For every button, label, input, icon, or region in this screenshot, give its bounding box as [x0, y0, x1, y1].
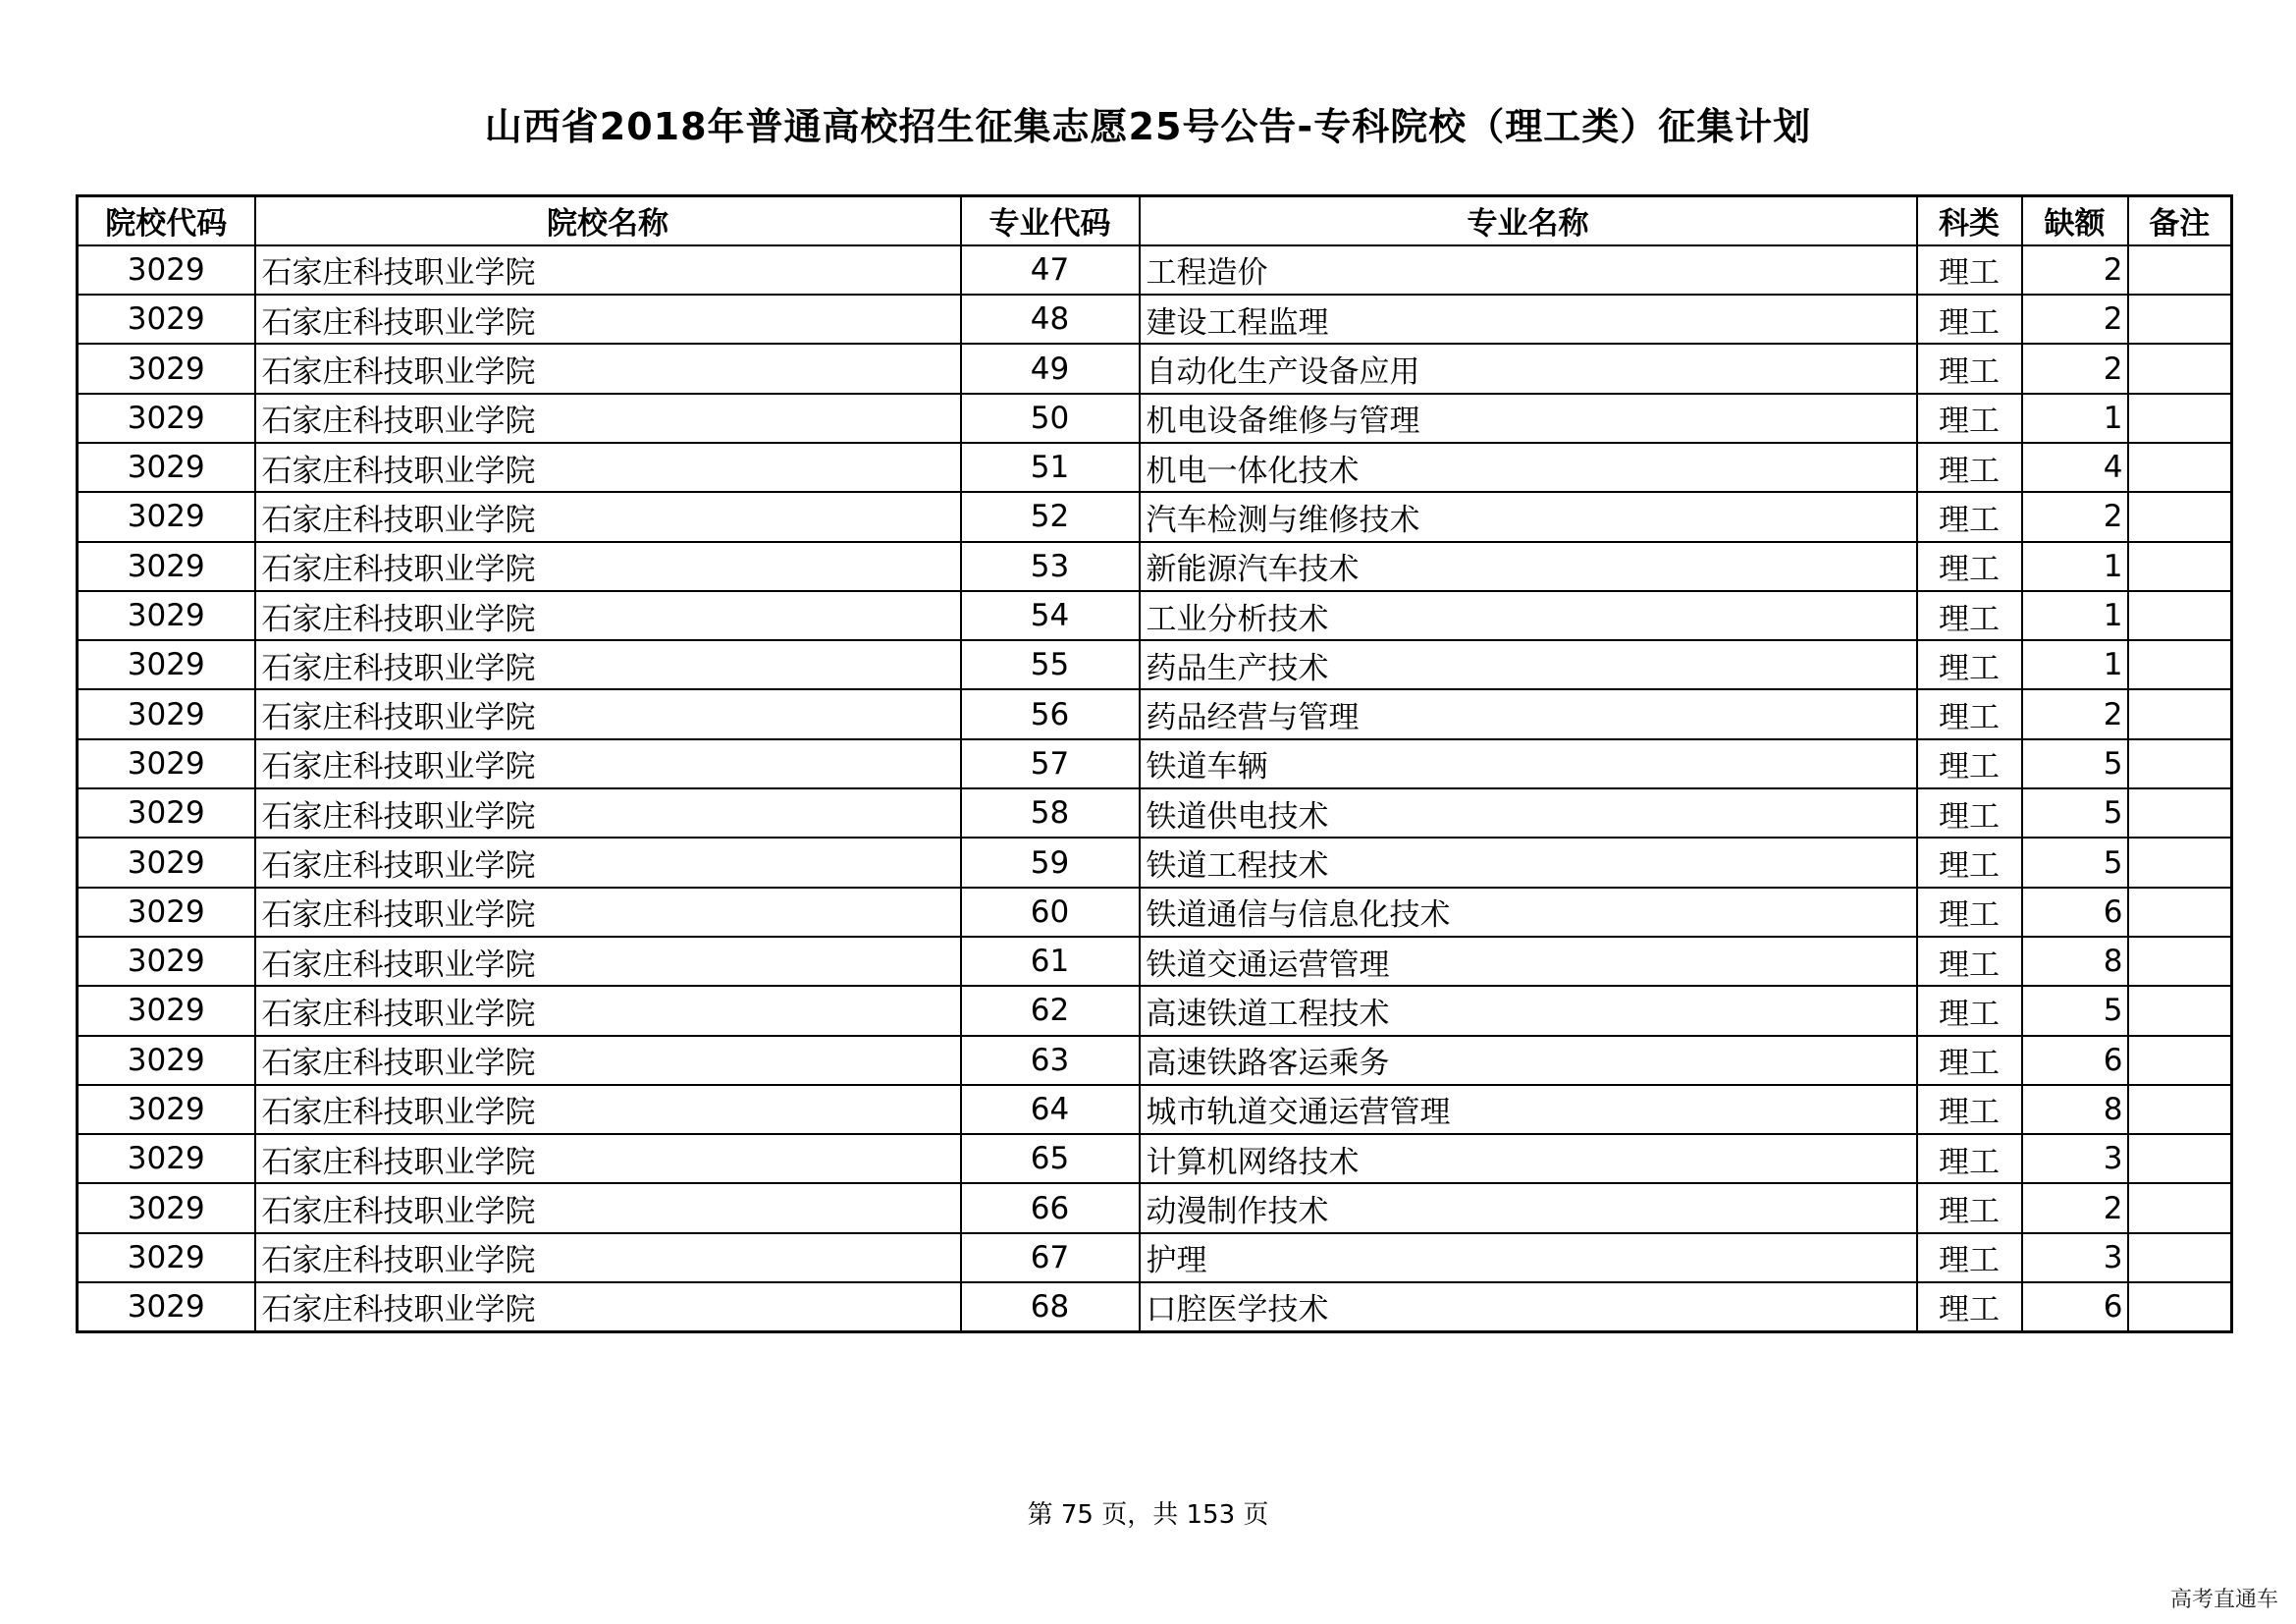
cell-school-name: 石家庄科技职业学院	[255, 838, 961, 887]
header-school-code: 院校代码	[78, 196, 255, 245]
cell-major-name: 铁道交通运营管理	[1140, 937, 1917, 986]
cell-vacancy: 2	[2022, 689, 2128, 738]
cell-remarks	[2128, 986, 2232, 1035]
cell-vacancy: 6	[2022, 1282, 2128, 1331]
cell-school-name: 石家庄科技职业学院	[255, 689, 961, 738]
cell-school-code: 3029	[78, 295, 255, 344]
cell-major-code: 57	[961, 739, 1140, 788]
table-row	[78, 640, 2232, 689]
cell-vacancy: 2	[2022, 295, 2128, 344]
cell-major-name: 护理	[1140, 1233, 1917, 1282]
cell-major-code: 51	[961, 443, 1140, 492]
cell-school-name: 石家庄科技职业学院	[255, 394, 961, 443]
cell-major-code: 54	[961, 591, 1140, 640]
table-row	[78, 689, 2232, 738]
cell-remarks	[2128, 1183, 2232, 1232]
cell-major-code: 66	[961, 1183, 1140, 1232]
cell-major-name: 铁道工程技术	[1140, 838, 1917, 887]
cell-major-name: 机电一体化技术	[1140, 443, 1917, 492]
cell-category: 理工	[1917, 344, 2022, 393]
cell-major-code: 63	[961, 1036, 1140, 1085]
cell-vacancy: 5	[2022, 788, 2128, 838]
cell-remarks	[2128, 640, 2232, 689]
cell-school-name: 石家庄科技职业学院	[255, 937, 961, 986]
header-major-code: 专业代码	[961, 196, 1140, 245]
cell-category: 理工	[1917, 542, 2022, 591]
cell-major-code: 68	[961, 1282, 1140, 1331]
table-header-row	[78, 196, 2232, 245]
cell-school-code: 3029	[78, 986, 255, 1035]
cell-major-name: 机电设备维修与管理	[1140, 394, 1917, 443]
table-row	[78, 542, 2232, 591]
page-title: 山西省2018年普通高校招生征集志愿25号公告-专科院校（理工类）征集计划	[484, 105, 1812, 148]
cell-major-code: 56	[961, 689, 1140, 738]
cell-school-code: 3029	[78, 640, 255, 689]
cell-major-code: 55	[961, 640, 1140, 689]
cell-major-name: 建设工程监理	[1140, 295, 1917, 344]
cell-school-name: 石家庄科技职业学院	[255, 1036, 961, 1085]
cell-school-code: 3029	[78, 394, 255, 443]
cell-remarks	[2128, 788, 2232, 838]
cell-major-code: 65	[961, 1134, 1140, 1183]
cell-school-name: 石家庄科技职业学院	[255, 1085, 961, 1134]
cell-school-code: 3029	[78, 1036, 255, 1085]
cell-remarks	[2128, 1233, 2232, 1282]
cell-school-name: 石家庄科技职业学院	[255, 245, 961, 295]
cell-major-code: 67	[961, 1233, 1140, 1282]
cell-school-name: 石家庄科技职业学院	[255, 739, 961, 788]
cell-school-code: 3029	[78, 1134, 255, 1183]
cell-remarks	[2128, 739, 2232, 788]
cell-major-name: 城市轨道交通运营管理	[1140, 1085, 1917, 1134]
cell-vacancy: 1	[2022, 542, 2128, 591]
cell-major-name: 铁道通信与信息化技术	[1140, 888, 1917, 937]
cell-major-name: 高速铁道工程技术	[1140, 986, 1917, 1035]
cell-remarks	[2128, 1036, 2232, 1085]
cell-major-code: 60	[961, 888, 1140, 937]
cell-school-code: 3029	[78, 888, 255, 937]
cell-remarks	[2128, 838, 2232, 887]
cell-category: 理工	[1917, 888, 2022, 937]
cell-remarks	[2128, 1134, 2232, 1183]
cell-major-name: 自动化生产设备应用	[1140, 344, 1917, 393]
cell-vacancy: 1	[2022, 591, 2128, 640]
header-category: 科类	[1917, 196, 2022, 245]
cell-category: 理工	[1917, 443, 2022, 492]
cell-major-name: 动漫制作技术	[1140, 1183, 1917, 1232]
cell-major-code: 58	[961, 788, 1140, 838]
table-row	[78, 838, 2232, 887]
table-row	[78, 1282, 2232, 1331]
cell-school-name: 石家庄科技职业学院	[255, 443, 961, 492]
cell-school-name: 石家庄科技职业学院	[255, 888, 961, 937]
cell-remarks	[2128, 1085, 2232, 1134]
table-row	[78, 443, 2232, 492]
cell-category: 理工	[1917, 1282, 2022, 1331]
cell-major-code: 49	[961, 344, 1140, 393]
cell-school-code: 3029	[78, 739, 255, 788]
cell-category: 理工	[1917, 1036, 2022, 1085]
cell-major-name: 计算机网络技术	[1140, 1134, 1917, 1183]
cell-school-code: 3029	[78, 1085, 255, 1134]
cell-major-name: 工业分析技术	[1140, 591, 1917, 640]
cell-remarks	[2128, 394, 2232, 443]
cell-school-code: 3029	[78, 689, 255, 738]
cell-category: 理工	[1917, 492, 2022, 541]
cell-major-code: 59	[961, 838, 1140, 887]
cell-school-name: 石家庄科技职业学院	[255, 344, 961, 393]
cell-remarks	[2128, 542, 2232, 591]
page-number: 第 75 页，共 153 页	[1027, 1500, 1269, 1530]
cell-category: 理工	[1917, 838, 2022, 887]
table-body	[78, 245, 2232, 1332]
cell-vacancy: 2	[2022, 492, 2128, 541]
cell-school-code: 3029	[78, 591, 255, 640]
cell-school-name: 石家庄科技职业学院	[255, 1233, 961, 1282]
cell-category: 理工	[1917, 986, 2022, 1035]
cell-major-name: 药品经营与管理	[1140, 689, 1917, 738]
table-row	[78, 1036, 2232, 1085]
cell-vacancy: 3	[2022, 1134, 2128, 1183]
cell-remarks	[2128, 591, 2232, 640]
table-row	[78, 1183, 2232, 1232]
cell-major-code: 61	[961, 937, 1140, 986]
cell-vacancy: 2	[2022, 1183, 2128, 1232]
cell-major-name: 铁道车辆	[1140, 739, 1917, 788]
cell-major-name: 工程造价	[1140, 245, 1917, 295]
cell-major-name: 口腔医学技术	[1140, 1282, 1917, 1331]
cell-major-code: 47	[961, 245, 1140, 295]
header-school-name: 院校名称	[255, 196, 961, 245]
cell-category: 理工	[1917, 245, 2022, 295]
cell-vacancy: 6	[2022, 888, 2128, 937]
cell-school-name: 石家庄科技职业学院	[255, 591, 961, 640]
cell-vacancy: 5	[2022, 838, 2128, 887]
cell-vacancy: 1	[2022, 394, 2128, 443]
cell-category: 理工	[1917, 689, 2022, 738]
cell-remarks	[2128, 295, 2232, 344]
cell-vacancy: 6	[2022, 1036, 2128, 1085]
table-row	[78, 492, 2232, 541]
cell-school-name: 石家庄科技职业学院	[255, 640, 961, 689]
cell-school-code: 3029	[78, 937, 255, 986]
cell-school-code: 3029	[78, 838, 255, 887]
cell-school-code: 3029	[78, 245, 255, 295]
cell-school-code: 3029	[78, 443, 255, 492]
table-row	[78, 937, 2232, 986]
cell-school-name: 石家庄科技职业学院	[255, 788, 961, 838]
cell-vacancy: 8	[2022, 937, 2128, 986]
cell-school-code: 3029	[78, 1183, 255, 1232]
cell-major-name: 药品生产技术	[1140, 640, 1917, 689]
cell-category: 理工	[1917, 1134, 2022, 1183]
cell-vacancy: 2	[2022, 245, 2128, 295]
cell-school-name: 石家庄科技职业学院	[255, 1183, 961, 1232]
cell-category: 理工	[1917, 295, 2022, 344]
cell-remarks	[2128, 888, 2232, 937]
cell-remarks	[2128, 937, 2232, 986]
table-row	[78, 986, 2232, 1035]
table-row	[78, 1233, 2232, 1282]
cell-category: 理工	[1917, 1183, 2022, 1232]
cell-vacancy: 4	[2022, 443, 2128, 492]
cell-major-code: 50	[961, 394, 1140, 443]
cell-school-name: 石家庄科技职业学院	[255, 295, 961, 344]
cell-vacancy: 2	[2022, 344, 2128, 393]
cell-school-name: 石家庄科技职业学院	[255, 986, 961, 1035]
cell-vacancy: 1	[2022, 640, 2128, 689]
header-vacancy: 缺额	[2022, 196, 2128, 245]
cell-category: 理工	[1917, 640, 2022, 689]
cell-vacancy: 8	[2022, 1085, 2128, 1134]
table-row	[78, 1085, 2232, 1134]
cell-school-code: 3029	[78, 344, 255, 393]
cell-major-name: 汽车检测与维修技术	[1140, 492, 1917, 541]
cell-major-name: 铁道供电技术	[1140, 788, 1917, 838]
cell-remarks	[2128, 689, 2232, 738]
cell-school-code: 3029	[78, 542, 255, 591]
cell-remarks	[2128, 443, 2232, 492]
cell-major-name: 新能源汽车技术	[1140, 542, 1917, 591]
cell-major-code: 64	[961, 1085, 1140, 1134]
cell-school-code: 3029	[78, 788, 255, 838]
cell-school-name: 石家庄科技职业学院	[255, 542, 961, 591]
cell-remarks	[2128, 245, 2232, 295]
table-row	[78, 245, 2232, 295]
cell-major-code: 62	[961, 986, 1140, 1035]
cell-category: 理工	[1917, 1233, 2022, 1282]
cell-school-name: 石家庄科技职业学院	[255, 1134, 961, 1183]
cell-vacancy: 5	[2022, 739, 2128, 788]
table-row	[78, 788, 2232, 838]
cell-category: 理工	[1917, 591, 2022, 640]
cell-remarks	[2128, 492, 2232, 541]
cell-school-code: 3029	[78, 1282, 255, 1331]
cell-category: 理工	[1917, 1085, 2022, 1134]
header-remarks: 备注	[2128, 196, 2232, 245]
cell-category: 理工	[1917, 739, 2022, 788]
cell-school-code: 3029	[78, 492, 255, 541]
enrollment-plan-table	[76, 194, 2233, 1333]
table-row	[78, 591, 2232, 640]
cell-category: 理工	[1917, 937, 2022, 986]
header-major-name: 专业名称	[1140, 196, 1917, 245]
cell-major-code: 53	[961, 542, 1140, 591]
cell-major-code: 52	[961, 492, 1140, 541]
cell-school-code: 3029	[78, 1233, 255, 1282]
cell-category: 理工	[1917, 394, 2022, 443]
cell-school-name: 石家庄科技职业学院	[255, 1282, 961, 1331]
cell-vacancy: 5	[2022, 986, 2128, 1035]
table-row	[78, 344, 2232, 393]
table-row	[78, 394, 2232, 443]
watermark-label: 高考直通车	[2169, 1588, 2278, 1612]
cell-remarks	[2128, 1282, 2232, 1331]
cell-category: 理工	[1917, 788, 2022, 838]
table-row	[78, 1134, 2232, 1183]
table-row	[78, 888, 2232, 937]
table-row	[78, 295, 2232, 344]
cell-vacancy: 3	[2022, 1233, 2128, 1282]
table-row	[78, 739, 2232, 788]
cell-remarks	[2128, 344, 2232, 393]
cell-school-name: 石家庄科技职业学院	[255, 492, 961, 541]
cell-major-code: 48	[961, 295, 1140, 344]
cell-major-name: 高速铁路客运乘务	[1140, 1036, 1917, 1085]
